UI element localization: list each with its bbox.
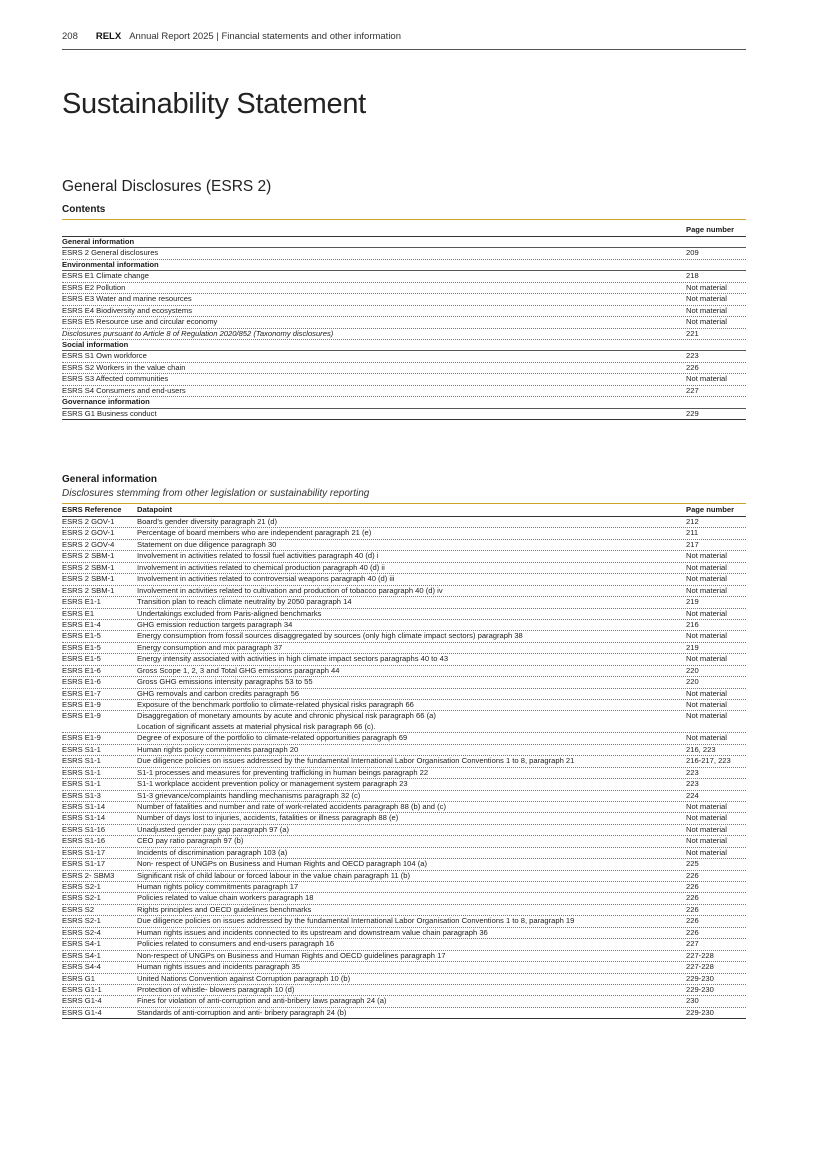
contents-row [62,306,746,317]
contents-section-heading [62,260,746,271]
datapoint-row [62,711,746,733]
datapoint-row [62,871,746,882]
contents-label: ESRS 2 General disclosures [62,248,159,258]
esrs-reference: ESRS G1-4 [62,1007,102,1017]
datapoint-text: Involvement in activities related to chemical production paragraph 40 (d) ii [137,562,385,572]
esrs-reference: ESRS G1 [62,973,95,983]
datapoint-text: Energy consumption and mix paragraph 37 [137,642,283,652]
datapoint-text: Energy consumption from fossil sources disaggregated by sources (only high climate impact sectors) paragraph 38 [137,631,523,641]
contents-table [62,219,746,420]
page-number-cell: 224 [686,790,699,800]
contents-label: ESRS S4 Consumers and end-users [62,385,186,395]
datapoint-text: Protection of whistle- blowers paragraph 10 (d) [137,984,295,994]
col-header-page: Page number [686,505,735,514]
page-number-cell: 226 [686,870,699,880]
esrs-reference: ESRS S2 [62,904,95,914]
esrs-reference: ESRS G1-4 [62,996,102,1006]
esrs-reference: ESRS S2-1 [62,893,101,903]
page-number-cell: 220 [686,677,699,687]
datapoint-row [62,586,746,597]
esrs-reference: ESRS S2-1 [62,916,101,926]
datapoint-text: Involvement in activities related to cultivation and production of tobacco paragraph 40 (d) iv [137,585,443,595]
datapoint-row [62,916,746,927]
contents-page [686,260,746,270]
esrs-reference: ESRS S1-16 [62,836,106,846]
datapoint-row [62,700,746,711]
datapoint-text: Number of days lost to injuries, accidents, fatalities or illness paragraph 88 (e) [137,813,399,823]
contents-row [62,409,746,420]
datapoints-rows [62,517,746,1019]
contents-rows [62,237,746,420]
datapoint-line: Disaggregation of monetary amounts by acute and chronic physical risk paragraph 66 (a) [137,711,436,721]
datapoint-text: Gross GHG emissions intensity paragraphs 53 to 55 [137,677,313,687]
datapoint-text: Fines for violation of anti-corruption and anti-bribery laws paragraph 24 (a) [137,996,387,1006]
page-number-cell: 216-217, 223 [686,756,731,766]
datapoint-text: Gross Scope 1, 2, 3 and Total GHG emissions paragraph 44 [137,665,340,675]
page-title: Sustainability Statement [62,88,366,120]
datapoint-text: GHG removals and carbon credits paragraph 56 [137,688,300,698]
contents-label: ESRS E4 Biodiversity and ecosystems [62,305,192,315]
datapoint-text: Standards of anti-corruption and anti- bribery paragraph 24 (b) [137,1007,347,1017]
page-number-cell: Not material [686,574,727,584]
esrs-reference: ESRS E1 [62,608,95,618]
datapoint-row [62,654,746,665]
page-number-cell: Not material [686,711,727,721]
page-number-cell: Not material [686,836,727,846]
contents-page: 226 [686,362,699,372]
datapoint-row [62,905,746,916]
datapoint-text: Human rights policy commitments paragraph 17 [137,882,299,892]
contents-page [686,237,746,247]
esrs-reference: ESRS 2- SBM3 [62,870,115,880]
esrs-reference: ESRS 2 SBM-1 [62,562,115,572]
datapoint-text: S1-3 grievance/complaints handling mechanisms paragraph 32 (c) [137,790,361,800]
contents-row [62,317,746,328]
datapoint-text: Transition plan to reach climate neutrality by 2050 paragraph 14 [137,597,352,607]
datapoint-row [62,677,746,688]
page-number-cell: 229-230 [686,973,714,983]
datapoint-text: Exposure of the benchmark portfolio to climate-related physical risks paragraph 66 [137,700,414,709]
page-number-cell: 227 [686,939,699,949]
datapoint-row [62,859,746,870]
page-number-cell: Not material [686,847,727,857]
datapoint-text: Percentage of board members who are independent paragraph 21 (e) [137,528,372,538]
page-number-cell: 223 [686,779,699,789]
esrs-reference: ESRS E1-6 [62,677,101,687]
contents-page: 209 [686,248,699,258]
datapoint-text: Non- respect of UNGPs on Business and Human Rights and OECD paragraph 104 (a) [137,859,427,869]
datapoint-text: Degree of exposure of the portfolio to climate-related opportunities paragraph 69 [137,733,408,743]
esrs-reference: ESRS 2 SBM-1 [62,551,115,561]
datapoint-row [62,574,746,585]
datapoint-row [62,985,746,996]
page-number-cell: 227-228 [686,962,714,972]
page-number-cell: Not material [686,813,727,823]
esrs-reference: ESRS S1-1 [62,779,101,789]
esrs-reference: ESRS E1-5 [62,642,101,652]
contents-row [62,374,746,385]
datapoint-row [62,791,746,802]
datapoint-row [62,631,746,642]
datapoint-text: Rights principles and OECD guidelines benchmarks [137,904,312,914]
general-info-subtitle: Disclosures stemming from other legislation or sustainability reporting [62,488,370,499]
datapoint-text: Energy intensity associated with activities in high climate impact sectors paragraphs 40 to 43 [137,654,449,664]
page-number-cell: Not material [686,608,727,618]
datapoint-text: CEO pay ratio paragraph 97 (b) [137,836,244,846]
datapoint-text: Non-respect of UNGPs on Business and Human Rights and OECD guidelines paragraph 17 [137,950,446,960]
datapoint-row [62,643,746,654]
esrs-reference: ESRS S1-3 [62,790,101,800]
contents-row [62,351,746,362]
page-number-cell: 226 [686,916,699,926]
datapoint-row [62,802,746,813]
datapoint-row [62,893,746,904]
contents-label: ESRS E1 Climate change [62,271,149,281]
datapoint-text: Significant risk of child labour or forced labour in the value chain paragraph 11 (b) [137,870,410,880]
datapoint-row [62,756,746,767]
datapoint-text: United Nations Convention against Corruption paragraph 10 (b) [137,973,351,983]
contents-page: Not material [686,305,727,315]
datapoint-row [62,597,746,608]
datapoint-text: Number of fatalities and number and rate of work-related accidents paragraph 88 (b) and (c) [137,801,446,811]
contents-row [62,363,746,374]
datapoint-row [62,563,746,574]
datapoint-text: Due diligence policies on issues addressed by the fundamental International Labor Organisation Conventions 1 to 8, paragraph 21 [137,756,575,766]
header-subtitle: Annual Report 2025 | Financial statements and other information [129,31,401,42]
datapoint-row [62,951,746,962]
contents-page: 227 [686,385,699,395]
page-number-cell: 216 [686,619,699,629]
esrs-reference: ESRS S1-1 [62,756,101,766]
esrs-reference: ESRS 2 GOV-1 [62,528,115,538]
datapoint-text [137,711,686,732]
page-number-cell: 229-230 [686,1007,714,1017]
contents-row [62,271,746,282]
datapoint-row [62,996,746,1007]
page-number-cell: 229-230 [686,984,714,994]
datapoint-text: Unadjusted gender pay gap paragraph 97 (a) [137,824,289,834]
esrs-reference: ESRS S2-4 [62,927,101,937]
contents-page [686,340,746,350]
page-number-cell: Not material [686,631,727,641]
esrs-reference: ESRS S1-14 [62,813,106,823]
datapoint-row [62,836,746,847]
datapoint-row [62,962,746,973]
contents-label: ESRS E5 Resource use and circular economy [62,317,218,327]
esrs-reference: ESRS E1-9 [62,700,101,709]
contents-page: Not material [686,282,727,292]
page-number: 208 [62,31,78,42]
contents-label: Governance information [62,397,150,407]
datapoint-row [62,939,746,950]
page-number-cell: 223 [686,767,699,777]
col-header-datapoint: Datapoint [137,505,173,514]
contents-label: Social information [62,339,129,349]
datapoint-text: Human rights policy commitments paragraph 20 [137,744,299,754]
datapoint-text: Undertakings excluded from Paris-aligned benchmarks [137,608,322,618]
esrs-reference: ESRS E1-4 [62,619,101,629]
page-number-cell: 219 [686,642,699,652]
page-number-cell: Not material [686,733,727,743]
page-number-cell: 226 [686,893,699,903]
esrs-reference: ESRS S1-1 [62,767,101,777]
contents-row [62,248,746,259]
page-number-cell: 225 [686,859,699,869]
page-number-cell: Not material [686,654,727,664]
page-number-cell: Not material [686,585,727,595]
datapoint-row [62,609,746,620]
contents-label: ESRS E2 Pollution [62,282,126,292]
contents-label: Disclosures pursuant to Article 8 of Regulation 2020/852 (Taxonomy disclosures) [62,328,334,338]
esrs-reference: ESRS E1-5 [62,631,101,641]
esrs-reference: ESRS S4-1 [62,950,101,960]
page-number-cell: 219 [686,597,699,607]
contents-label: Contents [62,204,106,215]
contents-page: Not material [686,374,727,384]
page-number-cell: Not material [686,562,727,572]
esrs-reference: ESRS 2 SBM-1 [62,585,115,595]
datapoint-row [62,733,746,744]
esrs-reference: ESRS S1-17 [62,847,106,857]
page-number-cell: Not material [686,801,727,811]
datapoint-text: Board’s gender diversity paragraph 21 (d) [137,517,278,526]
contents-label: ESRS E3 Water and marine resources [62,294,192,304]
contents-section-heading [62,237,746,248]
contents-page [686,397,746,407]
datapoint-row [62,666,746,677]
esrs-reference: ESRS E1-6 [62,665,101,675]
contents-row [62,283,746,294]
brand-name: RELX [95,31,122,42]
datapoint-row [62,517,746,528]
contents-page: Not material [686,317,727,327]
contents-page: 229 [686,408,699,418]
page-number-cell: 230 [686,996,699,1006]
esrs-reference: ESRS S1-17 [62,859,106,869]
page-number-cell: 211 [686,528,699,538]
datapoint-row [62,882,746,893]
contents-label: ESRS S3 Affected communities [62,374,169,384]
esrs-reference: ESRS E1-7 [62,688,101,698]
datapoint-row [62,813,746,824]
datapoint-row [62,779,746,790]
contents-section-heading [62,397,746,408]
contents-row [62,329,746,340]
page-number-cell: 227-228 [686,950,714,960]
datapoint-row [62,1008,746,1019]
esrs-reference: ESRS S1-14 [62,801,106,811]
datapoints-header-row [62,504,746,517]
esrs-reference: ESRS 2 SBM-1 [62,574,115,584]
datapoint-text: Statement on due diligence paragraph 30 [137,539,277,549]
esrs-reference: ESRS S1-1 [62,744,101,754]
page-number-cell: 212 [686,517,699,526]
section-title: General Disclosures (ESRS 2) [62,178,272,195]
col-header-ref: ESRS Reference [62,505,122,514]
page-number-cell: 226 [686,882,699,892]
datapoint-row [62,528,746,539]
page-number-cell: 217 [686,539,699,549]
datapoint-row [62,768,746,779]
esrs-reference: ESRS G1-1 [62,984,102,994]
contents-label: ESRS G1 Business conduct [62,408,157,418]
esrs-reference: ESRS E1-9 [62,733,101,743]
datapoint-text: S1-1 processes and measures for preventing trafficking in human beings paragraph 22 [137,767,429,777]
datapoint-row [62,689,746,700]
datapoint-text: Policies related to value chain workers paragraph 18 [137,893,314,903]
esrs-reference: ESRS E1-5 [62,654,101,664]
contents-label: ESRS S1 Own workforce [62,351,147,361]
datapoint-text: GHG emission reduction targets paragraph 34 [137,619,293,629]
page-header [62,31,746,50]
datapoint-row [62,928,746,939]
page-number-cell: Not material [686,551,727,561]
datapoint-text: Incidents of discrimination paragraph 103 (a) [137,847,288,857]
datapoint-line: Location of significant assets at material physical risk paragraph 66 (c). [137,721,376,731]
page-number-cell: Not material [686,824,727,834]
contents-section-heading [62,340,746,351]
page-number-cell: 226 [686,904,699,914]
datapoint-row [62,551,746,562]
esrs-reference: ESRS S1-16 [62,824,106,834]
esrs-reference: ESRS 2 GOV-4 [62,539,115,549]
esrs-reference: ESRS S4-4 [62,962,101,972]
datapoint-row [62,974,746,985]
contents-page: Not material [686,294,727,304]
datapoint-row [62,540,746,551]
datapoint-text: S1-1 workplace accident prevention policy or management system paragraph 23 [137,779,408,789]
datapoint-row [62,848,746,859]
datapoint-text: Human rights issues and incidents paragraph 35 [137,962,300,972]
general-info-title: General information [62,474,158,485]
datapoint-row [62,745,746,756]
contents-page: 221 [686,328,699,338]
datapoint-text: Policies related to consumers and end-users paragraph 16 [137,939,335,949]
contents-row [62,294,746,305]
contents-page: 218 [686,271,699,281]
contents-column-header: Page number [62,224,746,237]
datapoints-table [62,503,746,1019]
contents-page: 223 [686,351,699,361]
datapoint-row [62,825,746,836]
contents-label: General information [62,237,135,246]
datapoint-text: Human rights issues and incidents connected to its upstream and downstream value chain paragraph 36 [137,927,488,937]
contents-label: ESRS S2 Workers in the value chain [62,362,186,372]
gold-divider [62,219,746,220]
contents-label: Environmental information [62,259,159,269]
esrs-reference: ESRS 2 GOV-1 [62,517,115,526]
datapoint-text: Due diligence policies on issues addressed by the fundamental International Labor Organisation Conventions 1 to 8, paragraph 19 [137,916,575,926]
esrs-reference: ESRS E1-9 [62,711,101,721]
page-number-cell: Not material [686,700,727,709]
datapoint-text: Involvement in activities related to controversial weapons paragraph 40 (d) iii [137,574,395,584]
page-number-cell: 226 [686,927,699,937]
esrs-reference: ESRS S2-1 [62,882,101,892]
page-number-cell: 220 [686,665,699,675]
page-number-cell: 216, 223 [686,744,716,754]
datapoint-text: Involvement in activities related to fossil fuel activities paragraph 40 (d) i [137,551,379,561]
esrs-reference: ESRS E1-1 [62,597,101,607]
datapoint-row [62,620,746,631]
esrs-reference: ESRS S4-1 [62,939,101,949]
page-number-cell: Not material [686,688,727,698]
contents-row [62,386,746,397]
